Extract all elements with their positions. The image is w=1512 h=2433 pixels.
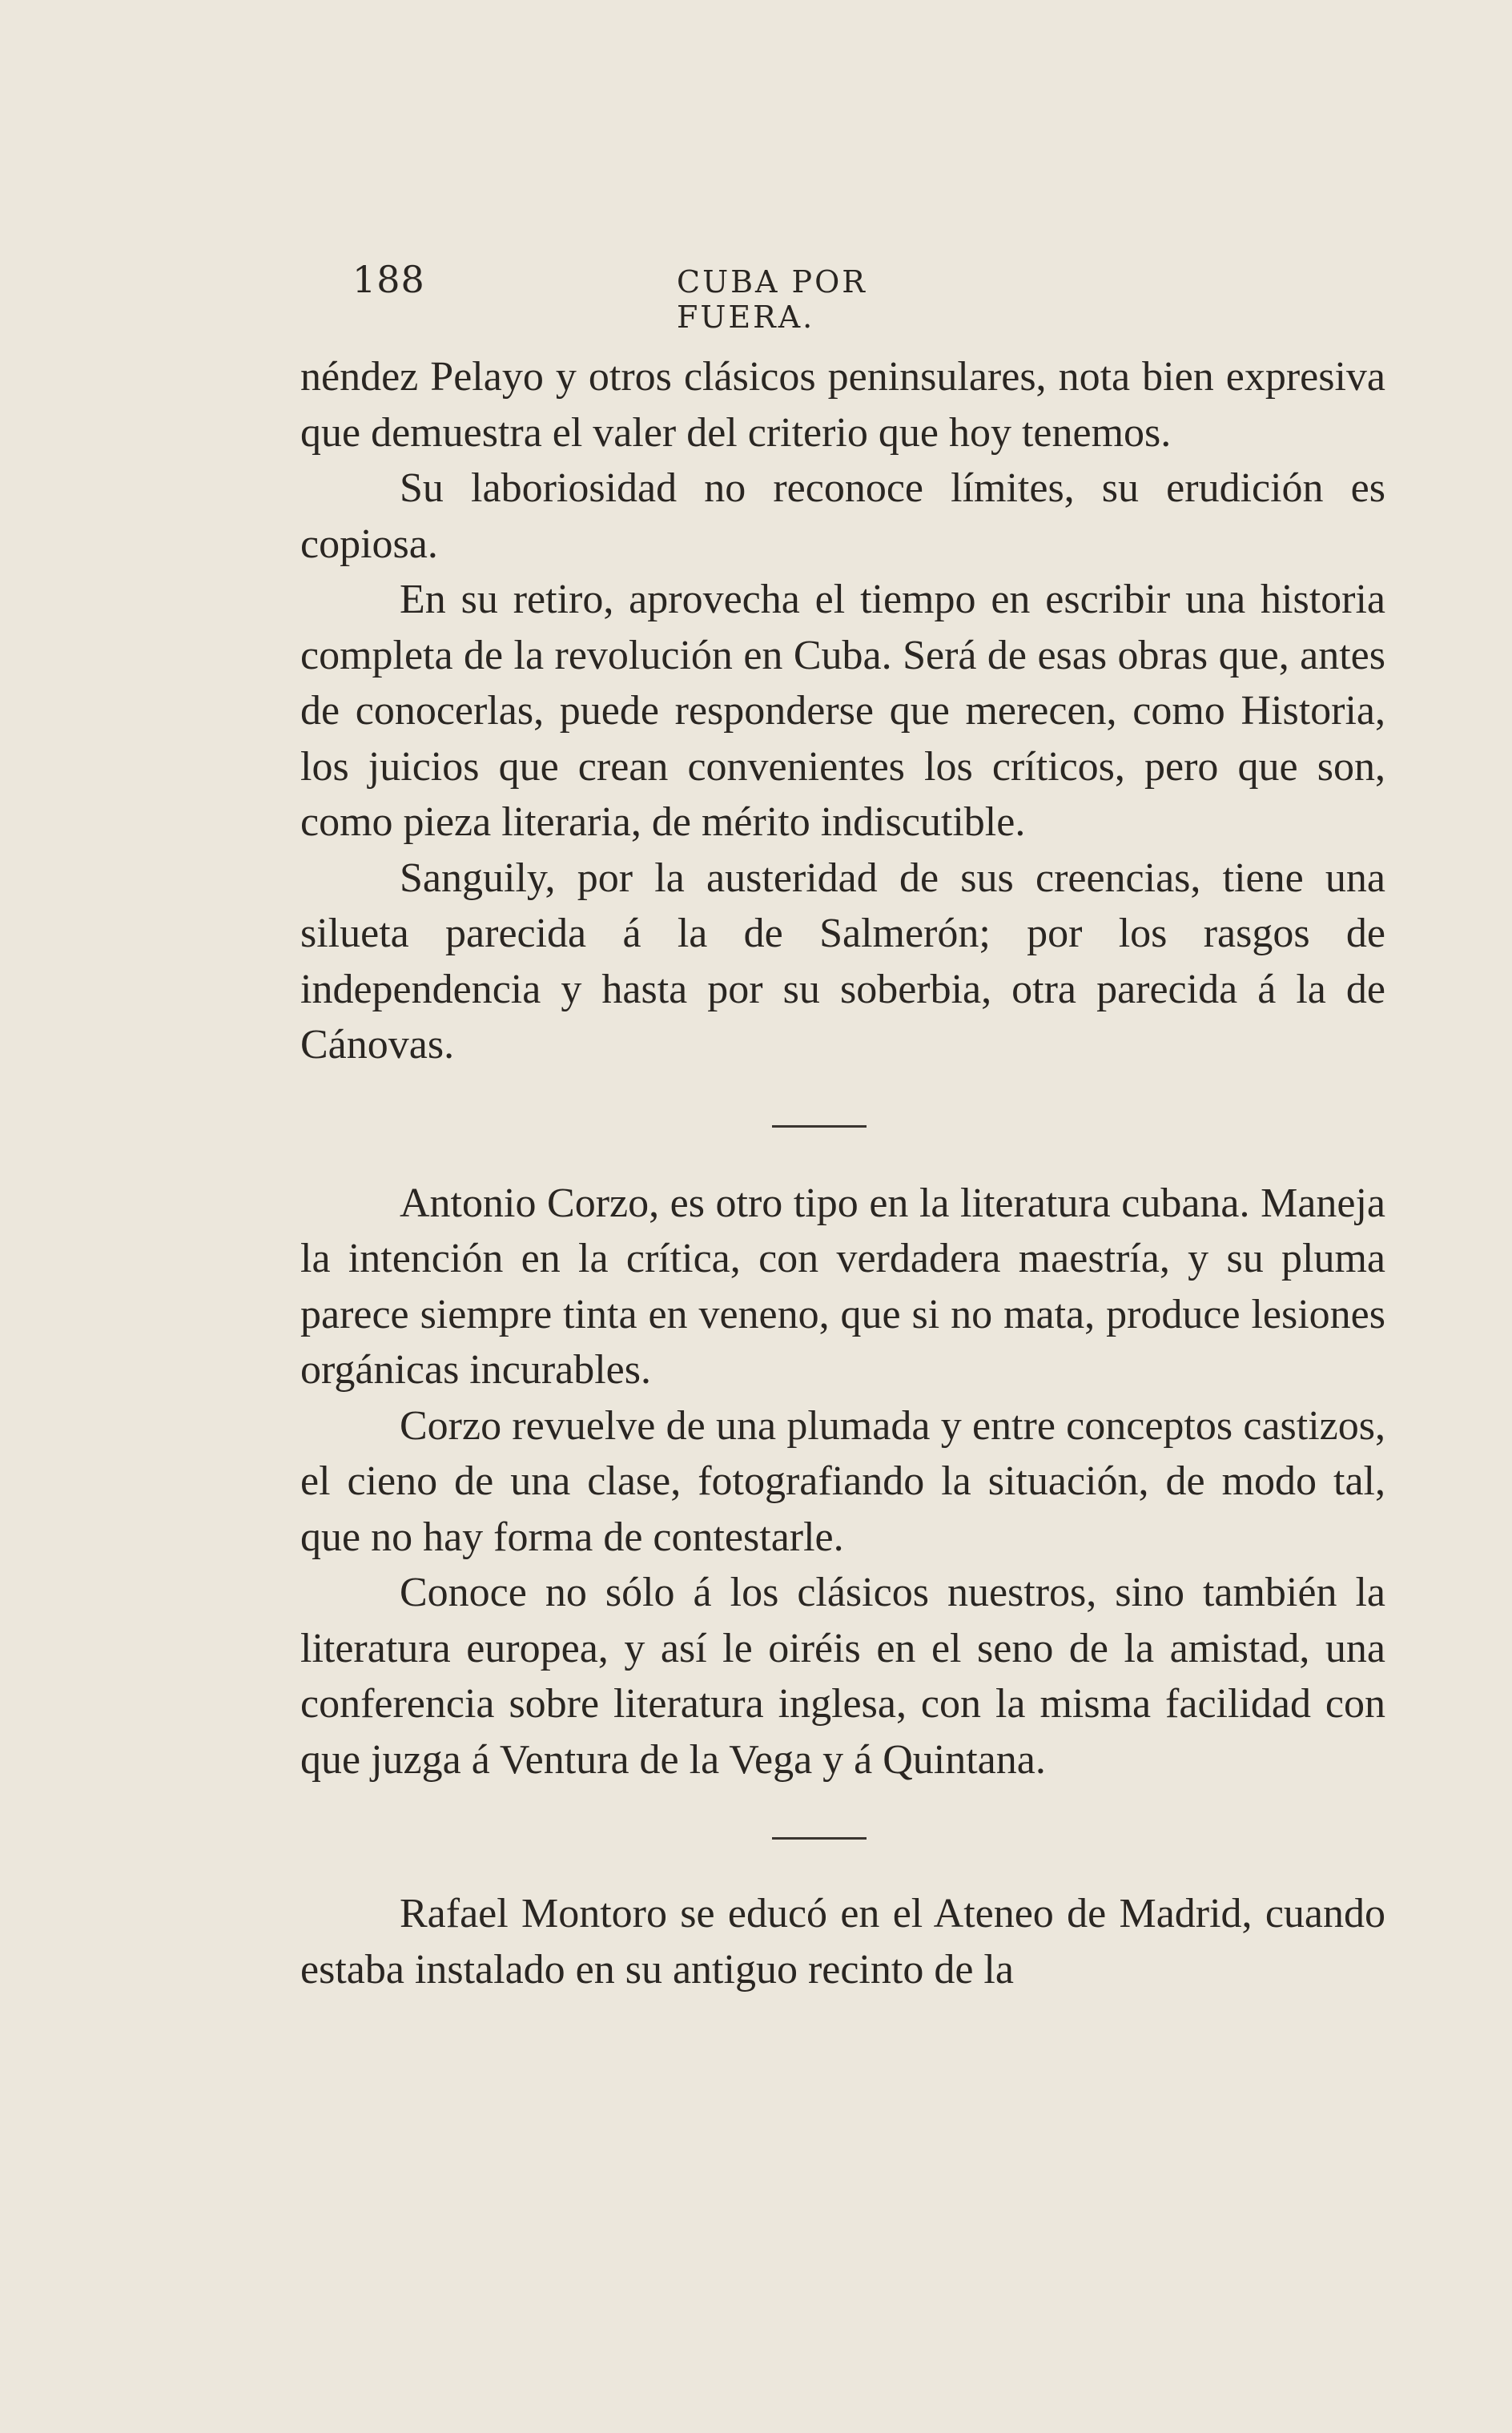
page-number: 188 <box>352 258 425 301</box>
paragraph-conoce: Conoce no sólo á los clásicos nuestros, sino también la literatura europea, y así le oiréis en el seno de la amistad, una conferencia sobre literatura inglesa, con la misma facilidad con que juzga á Ventura de la Vega y á Quintana. <box>300 1570 1385 1783</box>
paragraph-montoro: Rafael Montoro se educó en el Ateneo de Madrid, cuando estaba instalado en su antiguo recinto de la <box>300 1891 1385 1993</box>
paragraph-antonio-corzo: Antonio Corzo, es otro tipo en la literatura cubana. Maneja la intención en la crítica, con verdadera maestría, y su pluma parece siempre tinta en veneno, que si no mata, produce lesiones orgánicas incurables. <box>300 1180 1385 1393</box>
paragraph-retiro: En su retiro, aprovecha el tiempo en escribir una historia completa de la revolución en Cuba. Será de esas obras que, antes de conocerlas, puede responderse que merecen, como Historia, los juicios que crean convenientes los críticos, pero que son, como pieza literaria, de mérito indiscutible. <box>300 577 1385 845</box>
body-text <box>300 349 1385 1997</box>
page-header <box>300 258 989 335</box>
paragraph-laboriosidad: Su laboriosidad no reconoce límites, su erudición es copiosa. <box>300 465 1385 567</box>
section-divider <box>772 1125 867 1128</box>
paragraph-sanguily: Sanguily, por la austeridad de sus creencias, tiene una silueta parecida á la de Salmerón; por los rasgos de independencia y hasta por su soberbia, otra parecida á la de Cánovas. <box>300 855 1385 1068</box>
section-divider <box>772 1837 867 1840</box>
paragraph-corzo-revuelve: Corzo revuelve de una plumada y entre conceptos castizos, el cieno de una clase, fotografiando la situación, de modo tal, que no hay forma de contestarle. <box>300 1402 1385 1560</box>
paragraph-continuation: néndez Pelayo y otros clásicos peninsulares, nota bien expresiva que demuestra el valer del criterio que hoy tenemos. <box>300 354 1385 456</box>
running-title: CUBA POR FUERA. <box>677 264 867 335</box>
